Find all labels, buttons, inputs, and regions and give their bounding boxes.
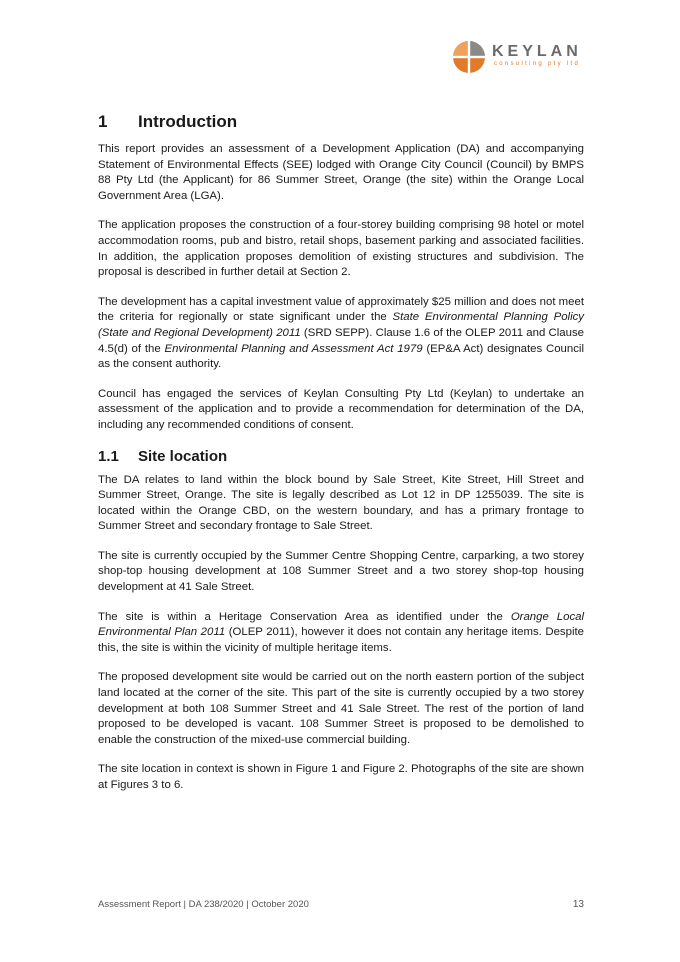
act-name: Environmental Planning and Assessment Act 1979 <box>164 342 423 355</box>
logo-tagline: consulting pty ltd <box>494 61 581 67</box>
section-heading-site-location <box>98 448 584 465</box>
keylan-logo-mark-icon <box>452 40 486 74</box>
keylan-logo <box>452 40 612 74</box>
subsection-number: 1.1 <box>98 447 119 465</box>
site-paragraph-1: The DA relates to land within the block bound by Sale Street, Kite Street, Hill Street and Summer Street, Orange. The site is legally described as Lot 12 in DP 1255039. The site is located within the Orange CBD, on the western boundary, and has a primary frontage to Summer Street and secondary frontage to Sale Street. <box>98 473 584 533</box>
section-title: Introduction <box>138 112 238 131</box>
policy-name: State Environmental Planning Policy (State and Regional Development) 2011 <box>98 311 584 339</box>
report-body <box>98 112 584 808</box>
text-run: The development has a capital investment value of approximately $25 million and does not meet the criteria for regionally or state significant under the <box>98 295 584 324</box>
site-paragraph-4: The proposed development site would be carried out on the north eastern portion of the subject land located at the corner of the site. This part of the site is currently occupied by a two storey development at both 108 Summer Street and 41 Sale Street. The rest of the portion of land proposed to be developed is vacant. 108 Summer Street is proposed to be demolished to enable the construction of the mixed-use commercial building. <box>98 671 584 746</box>
site-paragraph-3 <box>98 610 584 657</box>
plan-name: Orange Local Environmental Plan 2011 <box>98 610 585 639</box>
intro-paragraph-4: Council has engaged the services of Keylan Consulting Pty Ltd (Keylan) to undertake an assessment of the application and to provide a recommendation for determination of the DA, including any recommended conditions of consent. <box>98 387 584 431</box>
section-heading-introduction <box>98 112 584 132</box>
section-number: 1 <box>98 112 108 131</box>
footer-document-info: Assessment Report | DA 238/2020 | October 2020 <box>98 899 309 910</box>
intro-paragraph-3 <box>98 295 584 373</box>
site-paragraph-2: The site is currently occupied by the Summer Centre Shopping Centre, carparking, a two storey shop-top housing development at 108 Summer Street and a two storey shop-top housing development at 41 Sale Street. <box>98 549 584 594</box>
intro-paragraph-2: The application proposes the construction of a four-storey building comprising 98 hotel or motel accommodation rooms, pub and bistro, retail shops, basement parking and associated facilities. In addition, the application proposes demolition of existing structures and subdivision. The proposal is described in further detail at Section 2. <box>98 219 584 279</box>
intro-paragraph-1: This report provides an assessment of a Development Application (DA) and accompanying Statement of Environmental Effects (SEE) lodged with Orange City Council (Council) by BMPS 88 Pty Ltd (the Applicant) for 86 Summer Street, Orange (the site) within the Orange Local Government Area (LGA). <box>98 143 584 202</box>
text-run: (EP&A Act) designates Council as the consent authority. <box>98 342 584 371</box>
page-number: 13 <box>572 899 584 910</box>
text-run: (SRD SEPP). Clause 1.6 of the OLEP 2011 and Clause 4.5(d) of the <box>98 326 584 355</box>
site-paragraph-5: The site location in context is shown in Figure 1 and Figure 2. Photographs of the site are shown at Figures 3 to 6. <box>98 763 584 791</box>
page-footer <box>98 899 584 910</box>
subsection-title: Site location <box>138 447 228 465</box>
text-run: The site is within a Heritage Conservation Area as identified under the <box>98 610 511 623</box>
logo-wordmark: KEYLAN <box>492 43 582 60</box>
text-run: (OLEP 2011), however it does not contain any heritage items. Despite this, the site is within the vicinity of multiple heritage items. <box>98 626 584 654</box>
